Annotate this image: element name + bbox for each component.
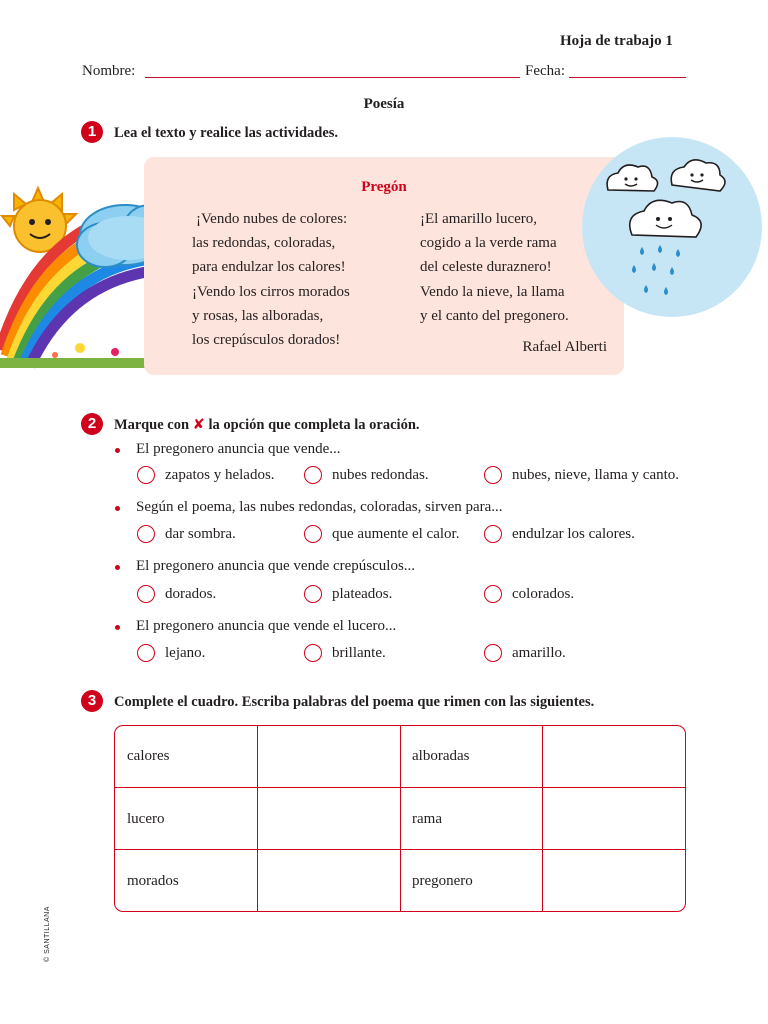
option-radio[interactable]: [484, 466, 502, 484]
poem-title: Pregón: [361, 179, 407, 195]
option-radio[interactable]: [137, 644, 155, 662]
poem-line: para endulzar los calores!: [192, 259, 346, 276]
option-label: endulzar los calores.: [512, 526, 635, 542]
question-text: El pregonero anuncia que vende el lucero...: [136, 618, 397, 634]
option-radio[interactable]: [484, 644, 502, 662]
option-label: zapatos y helados.: [165, 467, 275, 483]
answer-cell[interactable]: [259, 728, 398, 785]
poem-right-column: [420, 207, 569, 328]
instruction-text: la opción que completa la oración.: [208, 417, 420, 433]
activity-number-badge: 1: [81, 121, 103, 143]
answer-cell[interactable]: [259, 790, 398, 847]
table-cell-word: lucero: [127, 811, 165, 827]
question-text: El pregonero anuncia que vende crepúsculos...: [136, 558, 416, 574]
option-label: colorados.: [512, 586, 575, 602]
table-cell-word: pregonero: [412, 873, 473, 889]
option-radio[interactable]: [304, 466, 322, 484]
bullet-icon: [115, 565, 120, 570]
question-text: Según el poema, las nubes redondas, coloradas, sirven para...: [136, 499, 503, 515]
poem-line: ¡Vendo nubes de colores:: [196, 211, 348, 227]
rain-cloud-illustration: [580, 135, 764, 319]
option-radio[interactable]: [484, 585, 502, 603]
poem-line: del celeste duraznero!: [420, 259, 552, 276]
option-label: nubes, nieve, llama y canto.: [512, 467, 680, 483]
option-label: nubes redondas.: [332, 467, 429, 483]
table-divider: [115, 849, 685, 850]
poem-line: Vendo la nieve, la llama: [420, 283, 565, 300]
date-field-line[interactable]: [569, 77, 686, 78]
option-label: lejano.: [165, 645, 206, 661]
option-label: dar sombra.: [165, 526, 236, 542]
sheet-title: Hoja de trabajo 1: [560, 33, 673, 49]
poem-box: [144, 157, 624, 375]
bullet-icon: [115, 625, 120, 630]
activity-number-badge: 3: [81, 690, 103, 712]
answer-cell[interactable]: [544, 790, 683, 847]
option-radio[interactable]: [304, 525, 322, 543]
copyright-notice: © SANTILLANA: [44, 906, 51, 962]
question-text: El pregonero anuncia que vende...: [136, 441, 341, 457]
table-cell-word: morados: [127, 873, 179, 889]
option-radio[interactable]: [484, 525, 502, 543]
option-label: brillante.: [332, 645, 386, 661]
name-field-line[interactable]: [145, 77, 520, 78]
poem-left-column: [192, 207, 350, 352]
table-cell-word: alboradas: [412, 748, 470, 764]
option-label: que aumente el calor.: [332, 526, 460, 542]
table-cell-word: rama: [412, 811, 442, 827]
option-radio[interactable]: [137, 525, 155, 543]
answer-cell[interactable]: [544, 852, 683, 909]
option-label: plateados.: [332, 586, 393, 602]
option-radio[interactable]: [304, 644, 322, 662]
name-label: Nombre:: [82, 63, 136, 79]
activity3-instruction: Complete el cuadro. Escriba palabras del poema que rimen con las siguientes.: [114, 694, 595, 710]
answer-cell[interactable]: [544, 728, 683, 785]
x-mark-icon: ✘: [192, 417, 205, 433]
poem-line: los crepúsculos dorados!: [192, 332, 341, 349]
option-radio[interactable]: [304, 585, 322, 603]
instruction-text: Marque con: [114, 417, 190, 433]
section-title: Poesía: [363, 96, 405, 112]
rhyme-table: [114, 725, 686, 912]
poem-line: ¡Vendo los cirros morados: [192, 283, 350, 300]
option-label: dorados.: [165, 586, 217, 602]
poem-line: cogido a la verde rama: [420, 235, 557, 252]
poem-line: y el canto del pregonero.: [420, 307, 569, 324]
poem-line: las redondas, coloradas,: [192, 235, 336, 252]
answer-cell[interactable]: [259, 852, 398, 909]
option-radio[interactable]: [137, 466, 155, 484]
bullet-icon: [115, 448, 120, 453]
table-divider: [542, 726, 543, 911]
poem-line: y rosas, las alboradas,: [192, 307, 324, 324]
activity2-instruction: [114, 417, 420, 434]
activity1-instruction: Lea el texto y realice las actividades.: [114, 125, 339, 141]
table-cell-word: calores: [127, 748, 170, 764]
poem-line: ¡El amarillo lucero,: [420, 211, 538, 227]
bullet-icon: [115, 506, 120, 511]
option-label: amarillo.: [512, 645, 566, 661]
poem-author: Rafael Alberti: [522, 339, 607, 355]
table-divider: [115, 787, 685, 788]
table-divider: [400, 726, 401, 911]
table-divider: [257, 726, 258, 911]
activity-number-badge: 2: [81, 413, 103, 435]
option-radio[interactable]: [137, 585, 155, 603]
date-label: Fecha:: [525, 63, 565, 79]
